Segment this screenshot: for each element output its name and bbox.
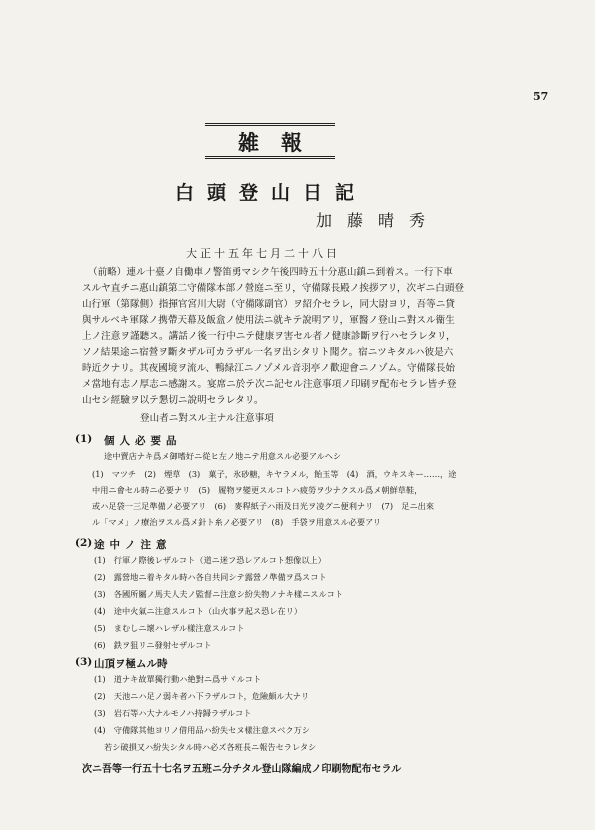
section-heading: 山頂ヲ極ムル時 bbox=[94, 658, 168, 670]
list-item-continuation: 若シ破損又ハ紛失シタル時ハ必ズ各班長ニ報告セラレタシ bbox=[104, 742, 317, 752]
body-line: メ當地有志ノ厚志ニ感謝ス。宴席ニ於テ次ニ記セル注意事項ノ印刷ヲ配布セラレ皆チ登 bbox=[82, 379, 457, 390]
page-number: 57 bbox=[533, 90, 549, 103]
section-label: 雑報 bbox=[238, 130, 324, 155]
section-number: (3) bbox=[75, 656, 93, 668]
body-line: スルヤ直チニ惠山鎮第二守備隊本部ノ營庭ニ至リ，守備隊長殿ノ挨拶アリ，次ギニ白頭登 bbox=[82, 283, 465, 294]
section-line: 或ハ足袋一三足準備ノ必要アリ (6) 麥稈紙子ハ雨及日光ヲ凌グニ便利ナリ (7) 足ニ出來 bbox=[92, 501, 435, 511]
author-name: 加藤晴秀 bbox=[316, 211, 441, 230]
body-line: 山行軍（第隊側）指揮官宮川大尉（守備隊副官）ヲ紹介セラレ，同大尉ヨリ，吾等ニ貸 bbox=[82, 299, 455, 310]
diary-date: 大正十五年七月二十八日 bbox=[186, 247, 340, 260]
list-item: (1) 道ナキ故單獨行動ハ絶對ニ爲サヾルコト bbox=[94, 674, 262, 684]
closing-line: 次ニ吾等一行五十七名ヲ五班ニ分チタル登山隊編成ノ印刷物配布セラル bbox=[82, 764, 402, 775]
body-line: 時近クナリ。其夜國境ヲ流ル、鴨緑江ニノゾメル音羽亭ノ歡迎會ニノゾム。守備隊長始 bbox=[82, 363, 455, 374]
body-line: （前略）連ル十臺ノ自働車ノ警笛勇マシク午後四時五十分惠山鎮ニ到着ス。一行下車 bbox=[88, 267, 453, 278]
list-item: (5) まむしニ壞ハレザル樣注意スルコト bbox=[94, 623, 245, 633]
section-line: 中用ニ會セル時ニ必要ナリ (5) 履物ヲ變更スルコトハ疲勞ヲ少ナクスル爲メ朝鮮草鞋， bbox=[92, 485, 423, 495]
list-item: (4) 守備隊其他ヨリノ借用品ハ紛失セヌ樣注意スベク万シ bbox=[94, 725, 310, 735]
body-line: ソノ結果途ニ宿營ヲ斷タザル可カラザル一名ヲ出シタリト聞ク。宿ニツキタルハ彼是六 bbox=[82, 347, 454, 358]
list-item: (1) 行軍ノ際後レザルコト（道ニ迷フ恐レアルコト想像以上） bbox=[94, 555, 326, 565]
list-item: (4) 途中火氣ニ注意スルコト（山火事ヲ起ス恐レ在リ） bbox=[94, 606, 303, 616]
list-item: (3) 岩石等ハ大ナルモノハ持歸ラザルコト bbox=[94, 708, 252, 718]
section-line: ル「マメ」ノ療治ヲスル爲メ針ト糸ノ必要アリ (8) 手袋ヲ用意スル必要アリ bbox=[92, 517, 382, 527]
section-number: (2) bbox=[75, 537, 93, 549]
body-line: 上ノ注意ヲ謹聽ス。講話ノ後一行中ニテ健康ヲ害セル者ノ健康診斷ヲ行ハセラレタリ， bbox=[82, 331, 456, 342]
section-heading: 途中ノ注意 bbox=[94, 539, 172, 551]
list-item: (2) 露營地ニ着キタル時ハ各自共同シテ露營ノ準備ヲ爲スコト bbox=[94, 572, 327, 582]
section-line: 途中賣店ナキ爲メ御嗜好ニ從ヒ左ノ地ニテ用意スル必要アルヘシ bbox=[104, 451, 342, 461]
section-number: (1) bbox=[75, 433, 93, 445]
list-item: (6) 鉄ヲ狙リニ發射セザルコト bbox=[94, 640, 212, 650]
notice-heading: 登山者ニ對スル主ナル注意事項 bbox=[140, 413, 274, 424]
list-item: (3) 各國所屬ノ馬夫人夫ノ監督ニ注意シ紛失物ノナキ樣ニスルコト bbox=[94, 589, 344, 599]
body-line: 與サルベキ軍隊ノ携帶天幕及飯盒ノ使用法ニ就キテ說明アリ，軍醫ノ登山ニ對スル衞生 bbox=[82, 315, 455, 326]
article-title: 白頭登山日記 bbox=[175, 182, 368, 204]
list-item: (2) 天池ニハ足ノ弱キ者ハ下ラザルコト，危險頗ル大ナリ bbox=[94, 691, 310, 701]
section-heading: 個人必要品 bbox=[104, 435, 182, 447]
section-line: (1) マツチ (2) 煙草 (3) 菓子，氷砂糖，キヤラメル，飴玉等 (4) 酒，ウキスキー……，途 bbox=[92, 469, 457, 479]
body-line: 山セシ經驗ヲ以テ懇切ニ說明セラレタリ。 bbox=[82, 395, 264, 406]
